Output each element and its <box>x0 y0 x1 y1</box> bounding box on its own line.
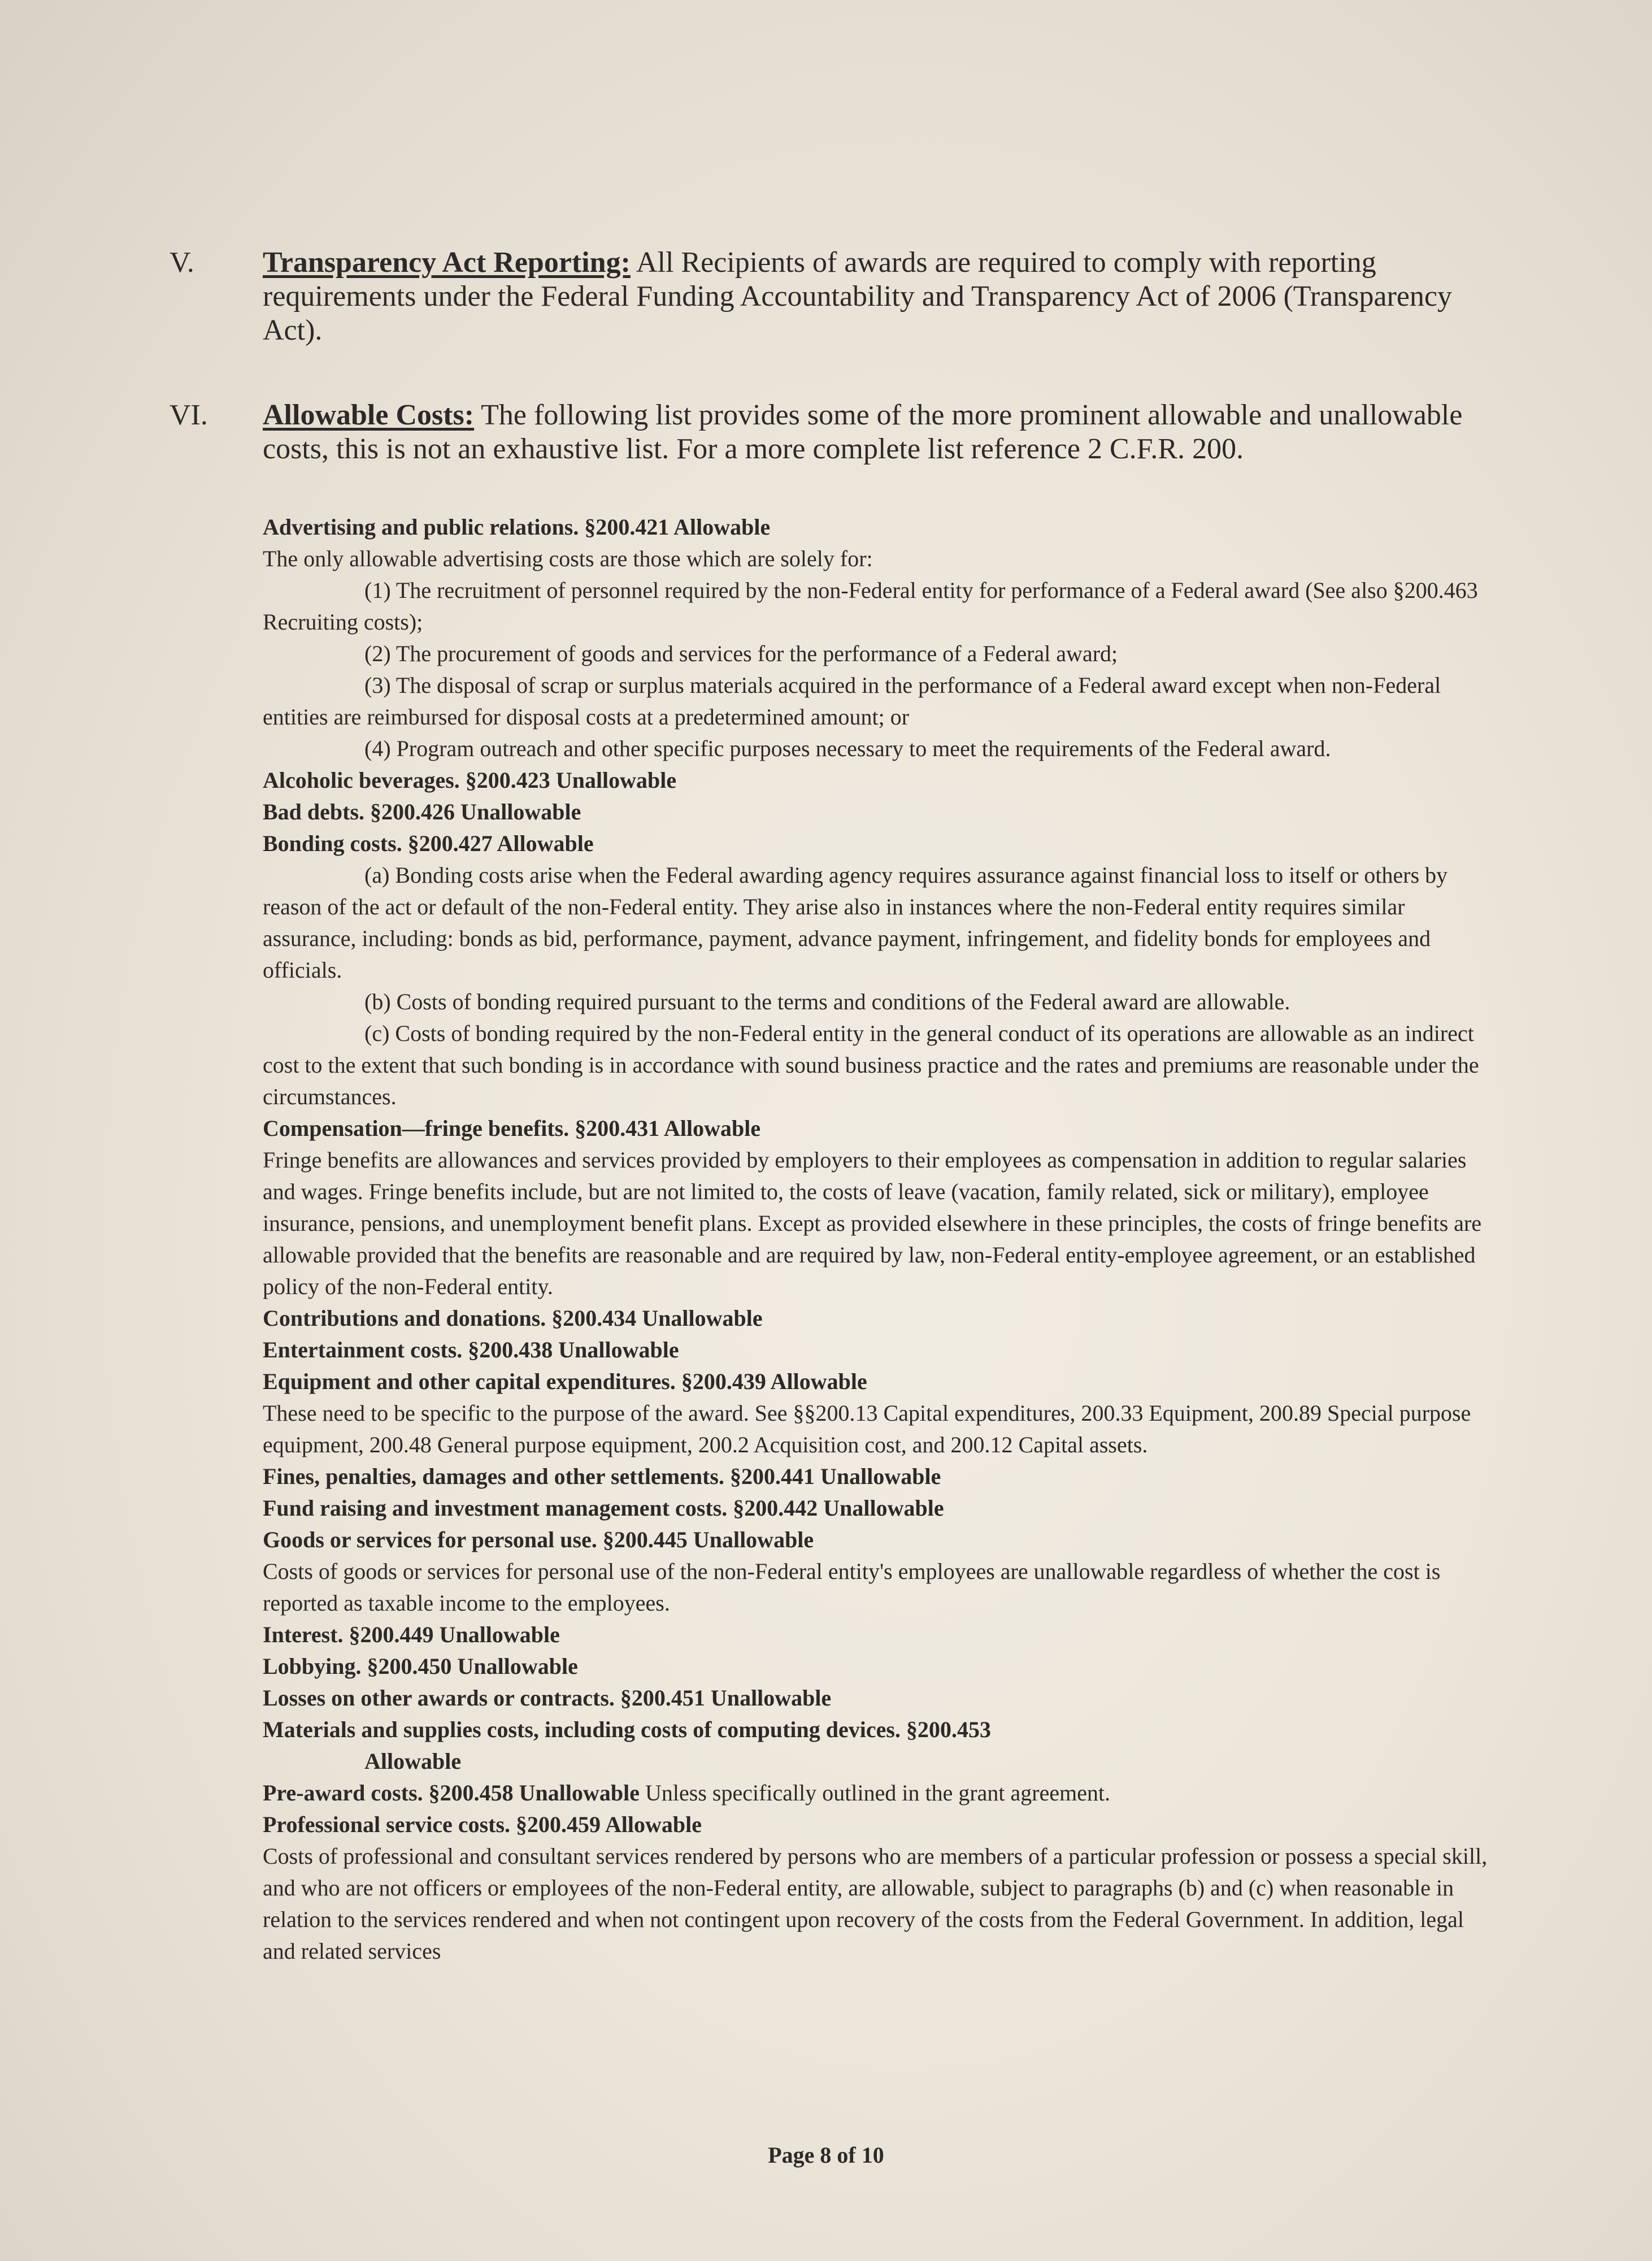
cost-entry-equipment: Equipment and other capital expenditures. §200.439 Allowable <box>263 1369 867 1394</box>
cost-entry-alcoholic: Alcoholic beverages. §200.423 Unallowable <box>263 767 677 793</box>
cost-description: These need to be specific to the purpose of the award. See §§200.13 Capital expenditures, 200.33 Equipment, 200.89 Special purpose equipment, 200.48 General purpose equipment, 200.2 Acquisition cost, and 200.12 Capital assets. <box>263 1400 1471 1457</box>
cost-entry-interest: Interest. §200.449 Unallowable <box>263 1622 560 1647</box>
cost-entry-losses: Losses on other awards or contracts. §200.451 Unallowable <box>263 1685 832 1711</box>
cost-entry-fringe: Compensation—fringe benefits. §200.431 Allowable <box>263 1116 761 1141</box>
cost-item: (c) Costs of bonding required by the non-Federal entity in the general conduct of its operations are allowable as an indirect cost to the extent that such bonding is in accordance with sound business practice and the rates and premiums are reasonable under the circumstances. <box>263 1021 1479 1109</box>
cost-entry-materials: Materials and supplies costs, including costs of computing devices. §200.453 <box>263 1717 991 1742</box>
cost-entry-bad-debts: Bad debts. §200.426 Unallowable <box>263 799 581 824</box>
section-number: VI. <box>169 399 208 431</box>
cost-entry-goods: Goods or services for personal use. §200.445 Unallowable <box>263 1527 814 1552</box>
cost-description: Costs of goods or services for personal use of the non-Federal entity's employees are unallowable regardless of whether the cost is reported as taxable income to the employees. <box>263 1559 1441 1616</box>
cost-entry-advertising: Advertising and public relations. §200.421 Allowable <box>263 514 771 540</box>
section-number: V. <box>169 246 194 279</box>
section-heading: Allowable Costs: <box>263 399 475 431</box>
cost-entry-professional: Professional service costs. §200.459 Allowable <box>263 1812 702 1837</box>
cost-item: (a) Bonding costs arise when the Federal awarding agency requires assurance against financial loss to itself or others by reason of the act or default of the non-Federal entity. They arise also in instances where the non-Federal entity requires similar assurance, including: bonds as bid, performance, payment, advance payment, infringement, and fidelity bonds for employees and officials. <box>263 862 1448 983</box>
cost-description: Costs of professional and consultant services rendered by persons who are members of a particular profession or possess a special skill, and who are not officers or employees of the non-Federal entity, are allowable, subject to paragraphs (b) and (c) when reasonable in relation to the services rendered and when not contingent upon recovery of the costs from the Federal Government. In addition, legal and related services <box>263 1843 1488 1964</box>
cost-item: (3) The disposal of scrap or surplus materials acquired in the performance of a Federal award except when non-Federal entities are reimbursed for disposal costs at a predetermined amount; or <box>263 672 1441 730</box>
section-text <box>263 398 1492 466</box>
cost-list <box>263 511 1492 1967</box>
section-v <box>169 246 1492 348</box>
section-body: The following list provides some of the more prominent allowable and unallowable costs, this is not an exhaustive list. For a more complete list reference 2 C.F.R. 200. <box>263 399 1463 465</box>
cost-entry-entertainment: Entertainment costs. §200.438 Unallowable <box>263 1337 679 1362</box>
page-number: Page 8 of 10 <box>768 2142 884 2168</box>
cost-entry-contributions: Contributions and donations. §200.434 Unallowable <box>263 1305 763 1331</box>
cost-entry-fines: Fines, penalties, damages and other settlements. §200.441 Unallowable <box>263 1464 941 1489</box>
cost-status: Allowable <box>364 1748 462 1774</box>
cost-entry-lobbying: Lobbying. §200.450 Unallowable <box>263 1654 578 1679</box>
cost-entry-fund-raising: Fund raising and investment management costs. §200.442 Unallowable <box>263 1495 944 1521</box>
section-text <box>263 246 1492 348</box>
section-heading: Transparency Act Reporting: <box>263 246 631 279</box>
cost-item: (b) Costs of bonding required pursuant to the terms and conditions of the Federal award are allowable. <box>364 989 1290 1014</box>
cost-item: (1) The recruitment of personnel required by the non-Federal entity for performance of a Federal award (See also §200.463 Recruiting costs); <box>263 578 1478 635</box>
cost-description: Fringe benefits are allowances and services provided by employers to their employees as compensation in addition to regular salaries and wages. Fringe benefits include, but are not limited to, the costs of leave (vacation, family related, sick or military), employee insurance, pensions, and unemployment benefit plans. Except as provided elsewhere in these principles, the costs of fringe benefits are allowable provided that the benefits are reasonable and are required by law, non-Federal entity-employee agreement, or an established policy of the non-Federal entity. <box>263 1147 1482 1299</box>
section-body: All Recipients of awards are required to comply with reporting requirements under the Federal Funding Accountability and Transparency Act of 2006 (Transparency Act). <box>263 246 1453 346</box>
cost-entry-bonding: Bonding costs. §200.427 Allowable <box>263 831 594 856</box>
cost-item: (4) Program outreach and other specific purposes necessary to meet the requirements of the Federal award. <box>364 736 1331 761</box>
cost-description: Unless specifically outlined in the grant agreement. <box>640 1780 1111 1806</box>
cost-description: The only allowable advertising costs are those which are solely for: <box>263 546 873 571</box>
cost-entry-title: Pre-award costs. §200.458 Unallowable <box>263 1780 640 1806</box>
cost-entry-preaward <box>263 1777 1492 1809</box>
cost-item: (2) The procurement of goods and services for the performance of a Federal award; <box>364 641 1118 666</box>
section-vi <box>169 398 1492 466</box>
